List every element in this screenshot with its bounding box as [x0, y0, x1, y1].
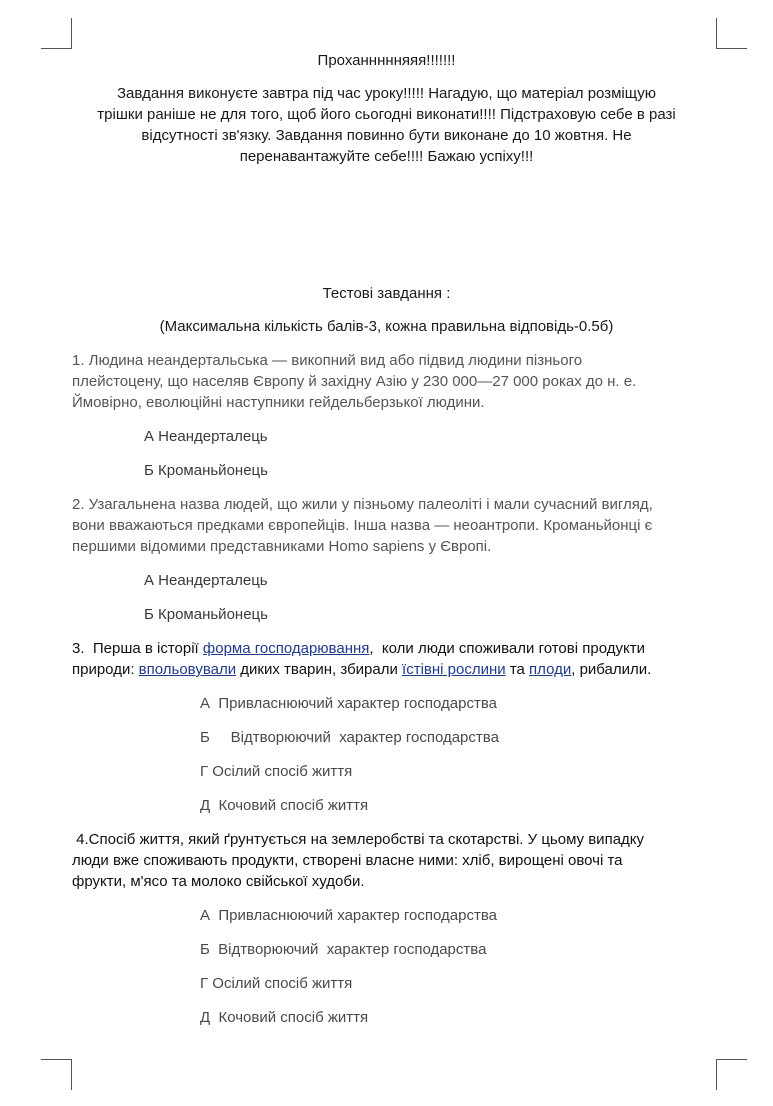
- answer-option: Д Кочовий спосіб життя: [200, 797, 369, 814]
- question-text: природи:: [72, 661, 135, 678]
- question-text-line: люди вже споживають продукти, створені власне ними: хліб, вирощені овочі та: [72, 852, 623, 869]
- page-corner-mark: [716, 1059, 747, 1090]
- intro-line: трішки раніше не для того, щоб його сьогодні виконати!!!! Підстраховую себе в разі: [97, 106, 676, 123]
- answer-option: Б Відтворюючий характер господарства: [200, 729, 499, 746]
- question-text: Перша в історії: [92, 640, 199, 657]
- page-corner-mark: [41, 18, 72, 49]
- question-text-line: 2. Узагальнена назва людей, що жили у пізньому палеоліті і мали сучасний вигляд,: [72, 496, 653, 513]
- answer-option: Г Осілий спосіб життя: [200, 975, 353, 992]
- question-text: , коли люди споживали готові продукти: [369, 640, 645, 657]
- page-corner-mark: [41, 1059, 72, 1090]
- link-yistivni-roslyny[interactable]: їстівні рослини: [402, 661, 506, 678]
- question-text: диких тварин, збирали: [240, 661, 398, 678]
- answer-option: Б Кроманьйонець: [144, 462, 268, 479]
- intro-line: відсутності зв'язку. Завдання повинно бути виконане до 10 жовтня. Не: [141, 127, 632, 144]
- question-text-line: першими відомими представниками Homo sapiens у Європі.: [72, 538, 492, 555]
- question-text-line: [72, 659, 651, 680]
- page-corner-mark: [716, 18, 747, 49]
- question-text-line: плейстоцену, що населяв Європу й західну Азію у 230 000—27 000 роках до н. е.: [72, 373, 637, 390]
- page-title: Проханнннняяя!!!!!!!: [317, 52, 456, 69]
- answer-option: Г Осілий спосіб життя: [200, 763, 353, 780]
- question-text-line: 1. Людина неандертальська — викопний вид або підвид людини пізнього: [72, 352, 583, 369]
- link-forma-hospodaryuvannya[interactable]: форма господарювання: [202, 640, 370, 657]
- link-vpolovuvaly[interactable]: впольовували: [138, 661, 237, 678]
- scoring-note: (Максимальна кількість балів-3, кожна правильна відповідь-0.5б): [159, 318, 614, 335]
- question-text: та: [509, 661, 525, 678]
- intro-line: Завдання виконуєте завтра під час уроку!!!!! Нагадую, що матеріал розміщую: [116, 85, 657, 102]
- answer-option: А Неандерталець: [144, 572, 268, 589]
- question-text: , рибалили.: [571, 661, 652, 678]
- answer-option: Б Кроманьйонець: [144, 606, 268, 623]
- question-text-line: фрукти, м'ясо та молоко свійської худоби.: [72, 873, 365, 890]
- answer-option: А Неандерталець: [144, 428, 268, 445]
- test-heading: Тестові завдання :: [322, 285, 451, 302]
- answer-option: А Привласнюючий характер господарства: [200, 695, 497, 712]
- question-text-line: [72, 638, 645, 659]
- question-text-line: Ймовірно, еволюційні наступники гейдельберзької людини.: [72, 394, 485, 411]
- answer-option: А Привласнюючий характер господарства: [200, 907, 497, 924]
- question-text-line: вони вважаються предками європейців. Інша назва — неоантропи. Кроманьйонці є: [72, 517, 653, 534]
- intro-line: перенавантажуйте себе!!!! Бажаю успіху!!!: [239, 148, 534, 165]
- question-number: 3.: [72, 640, 85, 657]
- answer-option: Б Відтворюючий характер господарства: [200, 941, 487, 958]
- link-plody[interactable]: плоди: [529, 661, 572, 678]
- question-text-line: 4.Спосіб життя, який ґрунтується на землеробстві та скотарстві. У цьому випадку: [72, 831, 645, 848]
- answer-option: Д Кочовий спосіб життя: [200, 1009, 369, 1026]
